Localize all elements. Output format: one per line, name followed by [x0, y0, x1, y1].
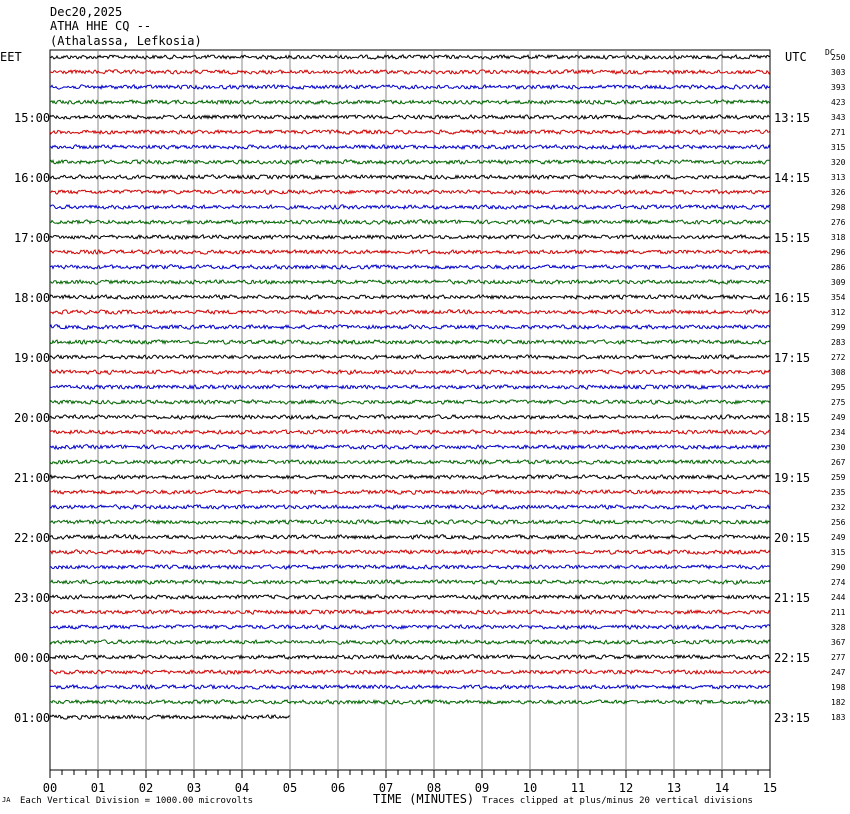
dc-offset-value: 309 — [831, 278, 846, 287]
dc-offset-value: 298 — [831, 203, 846, 212]
seismic-trace — [50, 565, 770, 569]
seismic-trace — [50, 700, 770, 704]
dc-offset-value: 198 — [831, 683, 846, 692]
dc-offset-header: DC — [825, 48, 835, 57]
seismic-trace — [50, 340, 770, 344]
x-tick-label: 02 — [138, 781, 154, 795]
seismic-trace — [50, 160, 770, 164]
chart-date: Dec20,2025 — [50, 5, 123, 19]
dc-offset-value: 271 — [831, 128, 846, 137]
dc-offset-value: 328 — [831, 623, 846, 632]
seismic-trace — [50, 400, 770, 404]
seismic-trace — [50, 250, 770, 254]
dc-offset-value: 276 — [831, 218, 846, 227]
right-hour-label: 22:15 — [774, 651, 811, 665]
x-tick-label: 01 — [90, 781, 106, 795]
dc-offset-value: 277 — [831, 653, 846, 662]
seismic-trace — [50, 100, 770, 104]
x-tick-label: 05 — [282, 781, 298, 795]
seismic-trace — [50, 235, 770, 239]
x-tick-label: 03 — [186, 781, 202, 795]
left-timezone-label: EET — [0, 50, 22, 64]
seismic-trace — [50, 685, 770, 689]
plot-frame — [50, 50, 770, 770]
seismic-trace — [50, 115, 770, 119]
seismic-trace — [50, 520, 770, 524]
dc-offset-value: 256 — [831, 518, 846, 527]
dc-offset-value: 211 — [831, 608, 846, 617]
seismic-trace — [50, 310, 770, 314]
scale-note: Each Vertical Division = 1000.00 microvolts — [20, 796, 253, 806]
seismic-trace — [50, 655, 770, 660]
seismic-trace — [50, 625, 770, 629]
right-hour-label: 14:15 — [774, 171, 811, 185]
x-tick-label: 07 — [378, 781, 394, 795]
dc-offset-value: 295 — [831, 383, 846, 392]
left-hour-label: 21:00 — [14, 471, 51, 485]
right-hour-label: 13:15 — [774, 111, 811, 125]
seismic-trace — [50, 70, 770, 74]
left-hour-label: 22:00 — [14, 531, 51, 545]
seismic-trace — [50, 640, 770, 644]
dc-offset-value: 343 — [831, 113, 846, 122]
dc-offset-value: 315 — [831, 143, 846, 152]
dc-offset-value: 283 — [831, 338, 846, 347]
x-tick-label: 08 — [426, 781, 442, 795]
dc-offset-value: 182 — [831, 698, 846, 707]
dc-offset-value: 315 — [831, 548, 846, 557]
seismic-trace — [50, 415, 770, 420]
dc-offset-value: 320 — [831, 158, 846, 167]
seismic-trace — [50, 265, 770, 270]
seismic-trace — [50, 85, 770, 89]
seismic-trace — [50, 445, 770, 450]
seismic-trace — [50, 370, 770, 374]
right-hour-label: 23:15 — [774, 711, 811, 725]
right-hour-label: 19:15 — [774, 471, 811, 485]
seismic-trace — [50, 580, 770, 584]
dc-offset-value: 312 — [831, 308, 846, 317]
seismic-trace — [50, 550, 770, 554]
left-hour-label: 18:00 — [14, 291, 51, 305]
dc-offset-value: 247 — [831, 668, 846, 677]
dc-offset-value: 313 — [831, 173, 846, 182]
hour-labels — [14, 53, 846, 725]
seismic-trace — [50, 175, 770, 179]
seismic-trace — [50, 280, 770, 284]
left-hour-label: 15:00 — [14, 111, 51, 125]
dc-offset-value: 259 — [831, 473, 846, 482]
dc-offset-value: 274 — [831, 578, 846, 587]
dc-offset-value: 250 — [831, 53, 846, 62]
dc-offset-value: 275 — [831, 398, 846, 407]
left-hour-label: 20:00 — [14, 411, 51, 425]
left-hour-label: 01:00 — [14, 711, 51, 725]
station-code: ATHA HHE CQ -- — [50, 19, 152, 33]
seismic-trace — [50, 610, 770, 614]
seismic-trace — [50, 595, 770, 599]
seismic-trace — [50, 295, 770, 299]
x-tick-label: 06 — [330, 781, 346, 795]
left-hour-label: 19:00 — [14, 351, 51, 365]
dc-offset-value: 244 — [831, 593, 846, 602]
seismic-trace — [50, 460, 770, 464]
dc-offset-value: 299 — [831, 323, 846, 332]
dc-offset-value: 235 — [831, 488, 846, 497]
x-tick-label: 11 — [570, 781, 586, 795]
dc-offset-value: 232 — [831, 503, 846, 512]
seismic-trace — [50, 220, 770, 225]
left-hour-label: 17:00 — [14, 231, 51, 245]
seismic-trace — [50, 145, 770, 149]
seismic-trace — [50, 475, 770, 479]
seismic-trace — [50, 355, 770, 359]
right-hour-label: 17:15 — [774, 351, 811, 365]
dc-offset-value: 286 — [831, 263, 846, 272]
seismic-trace — [50, 190, 770, 194]
dc-offset-value: 367 — [831, 638, 846, 647]
right-hour-label: 21:15 — [774, 591, 811, 605]
seismic-trace — [50, 430, 770, 434]
dc-offset-value: 296 — [831, 248, 846, 257]
x-tick-label: 04 — [234, 781, 250, 795]
seismic-trace — [50, 535, 770, 540]
dc-offset-value: 230 — [831, 443, 846, 452]
right-hour-label: 20:15 — [774, 531, 811, 545]
seismic-trace — [50, 670, 770, 674]
x-tick-label: 13 — [666, 781, 682, 795]
right-hour-label: 18:15 — [774, 411, 811, 425]
x-tick-label: 14 — [714, 781, 730, 795]
left-hour-label: 00:00 — [14, 651, 51, 665]
dc-offset-value: 354 — [831, 293, 846, 302]
dc-offset-value: 303 — [831, 68, 846, 77]
right-hour-label: 16:15 — [774, 291, 811, 305]
right-hour-label: 15:15 — [774, 231, 811, 245]
dc-offset-value: 249 — [831, 413, 846, 422]
seismic-trace — [50, 205, 770, 209]
plot-grid — [50, 50, 770, 770]
dc-offset-value: 318 — [831, 233, 846, 242]
x-tick-label: 00 — [42, 781, 58, 795]
dc-offset-value: 393 — [831, 83, 846, 92]
x-tick-label: 15 — [762, 781, 778, 795]
x-tick-label: 12 — [618, 781, 634, 795]
dc-offset-value: 290 — [831, 563, 846, 572]
seismic-trace — [50, 505, 770, 509]
seismic-trace — [50, 385, 770, 389]
dc-offset-value: 183 — [831, 713, 846, 722]
seismic-trace — [50, 490, 770, 494]
dc-offset-value: 423 — [831, 98, 846, 107]
right-timezone-label: UTC — [785, 50, 807, 64]
dc-offset-value: 234 — [831, 428, 846, 437]
dc-offset-value: 326 — [831, 188, 846, 197]
seismic-trace — [50, 130, 770, 134]
left-hour-label: 23:00 — [14, 591, 51, 605]
dc-offset-value: 267 — [831, 458, 846, 467]
left-hour-label: 16:00 — [14, 171, 51, 185]
dc-offset-value: 308 — [831, 368, 846, 377]
corner-mark: JA — [2, 796, 11, 804]
clip-note: Traces clipped at plus/minus 20 vertical divisions — [482, 796, 753, 806]
x-tick-label: 09 — [474, 781, 490, 795]
seismic-traces — [50, 55, 770, 719]
dc-offset-value: 249 — [831, 533, 846, 542]
seismic-trace — [50, 325, 770, 330]
station-location: (Athalassa, Lefkosia) — [50, 34, 202, 48]
x-axis-label: TIME (MINUTES) — [373, 792, 475, 806]
x-tick-label: 10 — [522, 781, 538, 795]
seismic-trace — [50, 55, 770, 59]
dc-offset-value: 272 — [831, 353, 846, 362]
seismic-trace — [50, 715, 290, 719]
